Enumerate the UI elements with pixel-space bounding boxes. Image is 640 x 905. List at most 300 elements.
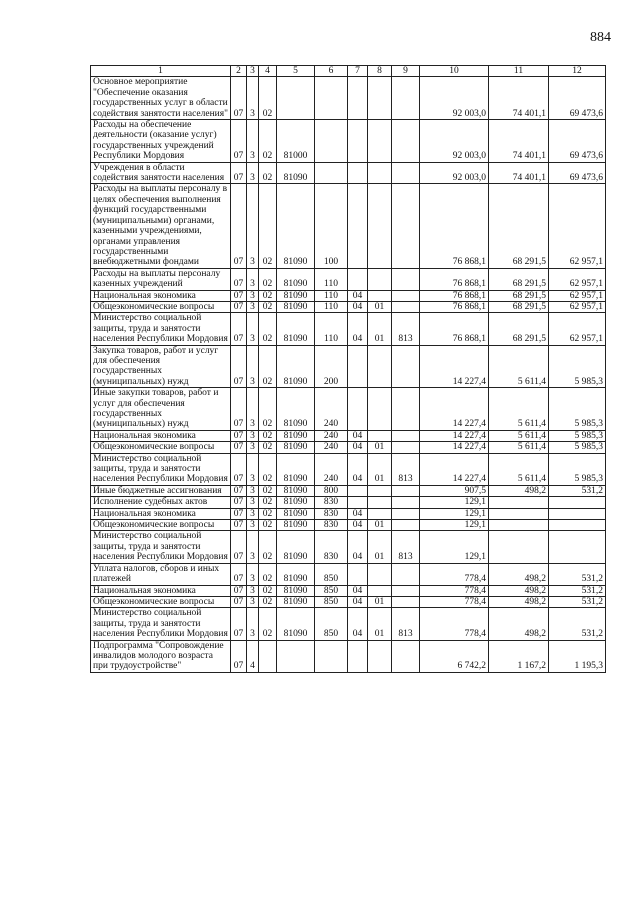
cell-col-10: 76 868,1 [420, 313, 489, 345]
cell-col-6: 850 [315, 563, 348, 585]
cell-col-9 [392, 640, 420, 672]
cell-col-3: 3 [247, 345, 259, 388]
cell-col-10: 778,4 [420, 608, 489, 640]
cell-col-10: 129,1 [420, 497, 489, 508]
cell-col-10: 92 003,0 [420, 77, 489, 120]
table-row [91, 162, 606, 184]
cell-col-12: 5 985,3 [549, 453, 606, 485]
cell-col-6: 830 [315, 531, 348, 563]
cell-col-10: 14 227,4 [420, 430, 489, 441]
cell-col-12: 531,2 [549, 596, 606, 607]
cell-col-6: 830 [315, 520, 348, 531]
cell-col-3: 3 [247, 608, 259, 640]
cell-col-6: 240 [315, 442, 348, 453]
cell-col-3: 3 [247, 485, 259, 496]
cell-col-5: 81090 [277, 453, 315, 485]
row-name-cell: Национальная экономика [91, 585, 231, 596]
cell-col-8 [368, 290, 392, 301]
table-row [91, 508, 606, 519]
cell-col-8 [368, 184, 392, 268]
cell-col-2: 07 [231, 442, 247, 453]
cell-col-8: 01 [368, 453, 392, 485]
cell-col-4: 02 [259, 563, 277, 585]
cell-col-11: 68 291,5 [489, 290, 549, 301]
cell-col-12: 531,2 [549, 485, 606, 496]
cell-col-6: 850 [315, 608, 348, 640]
cell-col-6: 110 [315, 290, 348, 301]
cell-col-8: 01 [368, 608, 392, 640]
cell-col-6: 110 [315, 313, 348, 345]
table-row [91, 77, 606, 120]
cell-col-3: 3 [247, 77, 259, 120]
cell-col-6 [315, 640, 348, 672]
cell-col-2: 07 [231, 301, 247, 312]
cell-col-6: 800 [315, 485, 348, 496]
cell-col-3: 3 [247, 162, 259, 184]
table-row [91, 563, 606, 585]
cell-col-4: 02 [259, 301, 277, 312]
cell-col-10: 778,4 [420, 563, 489, 585]
cell-col-6: 850 [315, 596, 348, 607]
column-header: 9 [392, 66, 420, 77]
cell-col-12: 69 473,6 [549, 120, 606, 163]
table-row [91, 313, 606, 345]
cell-col-4: 02 [259, 520, 277, 531]
cell-col-6: 100 [315, 184, 348, 268]
cell-col-12: 531,2 [549, 608, 606, 640]
cell-col-5: 81090 [277, 497, 315, 508]
cell-col-2: 07 [231, 497, 247, 508]
cell-col-11: 498,2 [489, 563, 549, 585]
cell-col-11: 1 167,2 [489, 640, 549, 672]
cell-col-5: 81090 [277, 268, 315, 290]
cell-col-8 [368, 162, 392, 184]
table-row [91, 497, 606, 508]
cell-col-4: 02 [259, 345, 277, 388]
cell-col-6: 200 [315, 345, 348, 388]
cell-col-11: 5 611,4 [489, 388, 549, 431]
cell-col-3: 3 [247, 388, 259, 431]
column-header: 7 [348, 66, 368, 77]
cell-col-11: 68 291,5 [489, 268, 549, 290]
table-row [91, 388, 606, 431]
table-header-row [91, 66, 606, 77]
column-header: 8 [368, 66, 392, 77]
cell-col-9: 813 [392, 608, 420, 640]
cell-col-9 [392, 520, 420, 531]
cell-col-11: 5 611,4 [489, 430, 549, 441]
cell-col-3: 4 [247, 640, 259, 672]
cell-col-2: 07 [231, 313, 247, 345]
cell-col-10: 129,1 [420, 520, 489, 531]
cell-col-10: 6 742,2 [420, 640, 489, 672]
table-row [91, 520, 606, 531]
cell-col-11: 74 401,1 [489, 162, 549, 184]
cell-col-5: 81090 [277, 162, 315, 184]
cell-col-4: 02 [259, 497, 277, 508]
cell-col-8 [368, 563, 392, 585]
cell-col-11: 5 611,4 [489, 345, 549, 388]
cell-col-9 [392, 485, 420, 496]
cell-col-3: 3 [247, 596, 259, 607]
table-row [91, 585, 606, 596]
row-name-cell: Министерство социальной защиты, труда и занятости населения Республики Мордовия [91, 313, 231, 345]
cell-col-5: 81090 [277, 531, 315, 563]
cell-col-9 [392, 508, 420, 519]
cell-col-10: 14 227,4 [420, 345, 489, 388]
cell-col-12: 5 985,3 [549, 442, 606, 453]
cell-col-8: 01 [368, 442, 392, 453]
cell-col-12 [549, 531, 606, 563]
cell-col-11 [489, 497, 549, 508]
cell-col-4: 02 [259, 453, 277, 485]
table-row [91, 640, 606, 672]
cell-col-5: 81090 [277, 345, 315, 388]
cell-col-9 [392, 290, 420, 301]
row-name-cell: Общеэкономические вопросы [91, 442, 231, 453]
cell-col-12: 5 985,3 [549, 345, 606, 388]
cell-col-4: 02 [259, 430, 277, 441]
table-row [91, 120, 606, 163]
table-row [91, 184, 606, 268]
row-name-cell: Основное мероприятие "Обеспечение оказания государственных услуг в области содействия занятости населения" [91, 77, 231, 120]
cell-col-12 [549, 497, 606, 508]
cell-col-2: 07 [231, 345, 247, 388]
cell-col-12: 69 473,6 [549, 162, 606, 184]
cell-col-11: 498,2 [489, 585, 549, 596]
table-row [91, 485, 606, 496]
cell-col-11: 68 291,5 [489, 313, 549, 345]
cell-col-7 [348, 640, 368, 672]
row-name-cell: Национальная экономика [91, 290, 231, 301]
cell-col-12: 531,2 [549, 563, 606, 585]
cell-col-9 [392, 585, 420, 596]
cell-col-11: 74 401,1 [489, 120, 549, 163]
row-name-cell: Расходы на выплаты персоналу в целях обеспечения выполнения функций государственными (муниципальными) органами, казенными учреждениями, органами управления государственными внебюджетными фондами [91, 184, 231, 268]
cell-col-8 [368, 345, 392, 388]
cell-col-8 [368, 430, 392, 441]
cell-col-2: 07 [231, 162, 247, 184]
cell-col-9 [392, 301, 420, 312]
cell-col-7 [348, 345, 368, 388]
cell-col-7 [348, 77, 368, 120]
cell-col-4: 02 [259, 313, 277, 345]
cell-col-11 [489, 520, 549, 531]
row-name-cell: Общеэкономические вопросы [91, 301, 231, 312]
column-header: 2 [231, 66, 247, 77]
cell-col-12: 5 985,3 [549, 430, 606, 441]
cell-col-6 [315, 162, 348, 184]
cell-col-6: 110 [315, 268, 348, 290]
cell-col-5 [277, 77, 315, 120]
cell-col-9 [392, 345, 420, 388]
cell-col-11: 74 401,1 [489, 77, 549, 120]
cell-col-2: 07 [231, 520, 247, 531]
row-name-cell: Министерство социальной защиты, труда и занятости населения Республики Мордовия [91, 453, 231, 485]
cell-col-12: 62 957,1 [549, 184, 606, 268]
cell-col-12: 62 957,1 [549, 301, 606, 312]
table-row [91, 596, 606, 607]
cell-col-6: 110 [315, 301, 348, 312]
row-name-cell: Уплата налогов, сборов и иных платежей [91, 563, 231, 585]
cell-col-4: 02 [259, 508, 277, 519]
cell-col-8: 01 [368, 313, 392, 345]
cell-col-8: 01 [368, 531, 392, 563]
cell-col-7 [348, 162, 368, 184]
cell-col-3: 3 [247, 531, 259, 563]
cell-col-3: 3 [247, 585, 259, 596]
cell-col-10: 92 003,0 [420, 120, 489, 163]
cell-col-10: 76 868,1 [420, 184, 489, 268]
row-name-cell: Общеэкономические вопросы [91, 520, 231, 531]
row-name-cell: Подпрограмма "Сопровождение инвалидов молодого возраста при трудоустройстве" [91, 640, 231, 672]
row-name-cell: Национальная экономика [91, 430, 231, 441]
cell-col-8 [368, 388, 392, 431]
cell-col-8 [368, 585, 392, 596]
cell-col-2: 07 [231, 290, 247, 301]
cell-col-4: 02 [259, 531, 277, 563]
row-name-cell: Расходы на обеспечение деятельности (оказание услуг) государственных учреждений Республики Мордовия [91, 120, 231, 163]
cell-col-5 [277, 640, 315, 672]
cell-col-7 [348, 268, 368, 290]
row-name-cell: Исполнение судебных актов [91, 497, 231, 508]
cell-col-3: 3 [247, 430, 259, 441]
cell-col-10: 14 227,4 [420, 453, 489, 485]
cell-col-2: 07 [231, 120, 247, 163]
cell-col-9 [392, 388, 420, 431]
row-name-cell: Закупка товаров, работ и услуг для обеспечения государственных (муниципальных) нужд [91, 345, 231, 388]
cell-col-7 [348, 120, 368, 163]
cell-col-7: 04 [348, 313, 368, 345]
cell-col-7: 04 [348, 585, 368, 596]
cell-col-10: 14 227,4 [420, 442, 489, 453]
cell-col-2: 07 [231, 596, 247, 607]
cell-col-2: 07 [231, 531, 247, 563]
cell-col-4: 02 [259, 608, 277, 640]
cell-col-9 [392, 563, 420, 585]
cell-col-3: 3 [247, 497, 259, 508]
column-header: 12 [549, 66, 606, 77]
cell-col-2: 07 [231, 508, 247, 519]
cell-col-9 [392, 162, 420, 184]
cell-col-11: 68 291,5 [489, 301, 549, 312]
cell-col-9: 813 [392, 531, 420, 563]
cell-col-7: 04 [348, 508, 368, 519]
cell-col-3: 3 [247, 453, 259, 485]
cell-col-5: 81090 [277, 608, 315, 640]
table-row [91, 608, 606, 640]
row-name-cell: Иные бюджетные ассигнования [91, 485, 231, 496]
row-name-cell: Национальная экономика [91, 508, 231, 519]
budget-table [90, 65, 606, 673]
cell-col-2: 07 [231, 640, 247, 672]
cell-col-4: 02 [259, 162, 277, 184]
cell-col-4: 02 [259, 485, 277, 496]
table-row [91, 345, 606, 388]
cell-col-11: 498,2 [489, 596, 549, 607]
cell-col-12: 62 957,1 [549, 313, 606, 345]
cell-col-10: 778,4 [420, 596, 489, 607]
cell-col-5: 81090 [277, 585, 315, 596]
cell-col-2: 07 [231, 453, 247, 485]
cell-col-10: 129,1 [420, 531, 489, 563]
table-row [91, 290, 606, 301]
cell-col-6: 830 [315, 497, 348, 508]
cell-col-3: 3 [247, 313, 259, 345]
table-row [91, 442, 606, 453]
cell-col-7: 04 [348, 430, 368, 441]
cell-col-7: 04 [348, 301, 368, 312]
cell-col-10: 76 868,1 [420, 301, 489, 312]
cell-col-4: 02 [259, 120, 277, 163]
cell-col-8 [368, 497, 392, 508]
cell-col-2: 07 [231, 608, 247, 640]
cell-col-10: 76 868,1 [420, 268, 489, 290]
column-header: 6 [315, 66, 348, 77]
cell-col-10: 778,4 [420, 585, 489, 596]
row-name-cell: Министерство социальной защиты, труда и занятости населения Республики Мордовия [91, 531, 231, 563]
cell-col-11: 498,2 [489, 608, 549, 640]
cell-col-4: 02 [259, 290, 277, 301]
column-header: 1 [91, 66, 231, 77]
page-number: 884 [590, 30, 611, 45]
cell-col-2: 07 [231, 268, 247, 290]
row-name-cell: Учреждения в области содействия занятости населения [91, 162, 231, 184]
cell-col-7: 04 [348, 608, 368, 640]
cell-col-4: 02 [259, 585, 277, 596]
cell-col-10: 907,5 [420, 485, 489, 496]
cell-col-5: 81090 [277, 313, 315, 345]
cell-col-12: 62 957,1 [549, 290, 606, 301]
cell-col-10: 129,1 [420, 508, 489, 519]
cell-col-6: 240 [315, 388, 348, 431]
cell-col-6: 240 [315, 453, 348, 485]
cell-col-6 [315, 77, 348, 120]
row-name-cell: Иные закупки товаров, работ и услуг для обеспечения государственных (муниципальных) нужд [91, 388, 231, 431]
cell-col-12 [549, 508, 606, 519]
table-row [91, 301, 606, 312]
cell-col-9: 813 [392, 313, 420, 345]
cell-col-10: 76 868,1 [420, 290, 489, 301]
column-header: 3 [247, 66, 259, 77]
cell-col-10: 14 227,4 [420, 388, 489, 431]
cell-col-7: 04 [348, 531, 368, 563]
cell-col-10: 92 003,0 [420, 162, 489, 184]
cell-col-11 [489, 531, 549, 563]
cell-col-2: 07 [231, 585, 247, 596]
cell-col-9 [392, 430, 420, 441]
cell-col-7 [348, 485, 368, 496]
cell-col-4: 02 [259, 388, 277, 431]
cell-col-4: 02 [259, 596, 277, 607]
cell-col-8 [368, 268, 392, 290]
cell-col-9 [392, 596, 420, 607]
cell-col-8: 01 [368, 596, 392, 607]
cell-col-3: 3 [247, 563, 259, 585]
row-name-cell: Общеэкономические вопросы [91, 596, 231, 607]
row-name-cell: Расходы на выплаты персоналу казенных учреждений [91, 268, 231, 290]
table-row [91, 268, 606, 290]
cell-col-3: 3 [247, 184, 259, 268]
cell-col-8 [368, 120, 392, 163]
cell-col-7 [348, 563, 368, 585]
cell-col-8: 01 [368, 520, 392, 531]
cell-col-4: 02 [259, 442, 277, 453]
cell-col-3: 3 [247, 520, 259, 531]
cell-col-2: 07 [231, 184, 247, 268]
cell-col-11: 5 611,4 [489, 442, 549, 453]
cell-col-8 [368, 640, 392, 672]
column-header: 11 [489, 66, 549, 77]
cell-col-5: 81090 [277, 184, 315, 268]
cell-col-7: 04 [348, 596, 368, 607]
cell-col-7 [348, 388, 368, 431]
cell-col-7: 04 [348, 290, 368, 301]
cell-col-3: 3 [247, 268, 259, 290]
cell-col-3: 3 [247, 442, 259, 453]
column-header: 5 [277, 66, 315, 77]
table-row [91, 453, 606, 485]
cell-col-5: 81090 [277, 290, 315, 301]
cell-col-11: 68 291,5 [489, 184, 549, 268]
table-row [91, 430, 606, 441]
row-name-cell: Министерство социальной защиты, труда и занятости населения Республики Мордовия [91, 608, 231, 640]
cell-col-5: 81090 [277, 301, 315, 312]
cell-col-12: 531,2 [549, 585, 606, 596]
cell-col-8 [368, 485, 392, 496]
cell-col-5: 81090 [277, 508, 315, 519]
cell-col-7 [348, 184, 368, 268]
cell-col-7: 04 [348, 520, 368, 531]
cell-col-9 [392, 184, 420, 268]
cell-col-5: 81090 [277, 430, 315, 441]
table-row [91, 531, 606, 563]
cell-col-3: 3 [247, 301, 259, 312]
cell-col-11: 5 611,4 [489, 453, 549, 485]
cell-col-7: 04 [348, 442, 368, 453]
cell-col-5: 81090 [277, 520, 315, 531]
cell-col-11: 498,2 [489, 485, 549, 496]
cell-col-6 [315, 120, 348, 163]
cell-col-12: 62 957,1 [549, 268, 606, 290]
cell-col-7: 04 [348, 453, 368, 485]
cell-col-12: 1 195,3 [549, 640, 606, 672]
cell-col-6: 240 [315, 430, 348, 441]
cell-col-5: 81090 [277, 442, 315, 453]
cell-col-12: 5 985,3 [549, 388, 606, 431]
cell-col-4: 02 [259, 268, 277, 290]
cell-col-5: 81090 [277, 388, 315, 431]
cell-col-2: 07 [231, 430, 247, 441]
cell-col-4 [259, 640, 277, 672]
cell-col-9 [392, 120, 420, 163]
cell-col-11 [489, 508, 549, 519]
cell-col-5: 81000 [277, 120, 315, 163]
column-header: 4 [259, 66, 277, 77]
cell-col-3: 3 [247, 508, 259, 519]
cell-col-3: 3 [247, 120, 259, 163]
cell-col-4: 02 [259, 184, 277, 268]
cell-col-5: 81090 [277, 485, 315, 496]
column-header: 10 [420, 66, 489, 77]
cell-col-7 [348, 497, 368, 508]
cell-col-9 [392, 442, 420, 453]
cell-col-6: 830 [315, 508, 348, 519]
cell-col-12 [549, 520, 606, 531]
cell-col-8: 01 [368, 301, 392, 312]
cell-col-2: 07 [231, 485, 247, 496]
cell-col-2: 07 [231, 563, 247, 585]
